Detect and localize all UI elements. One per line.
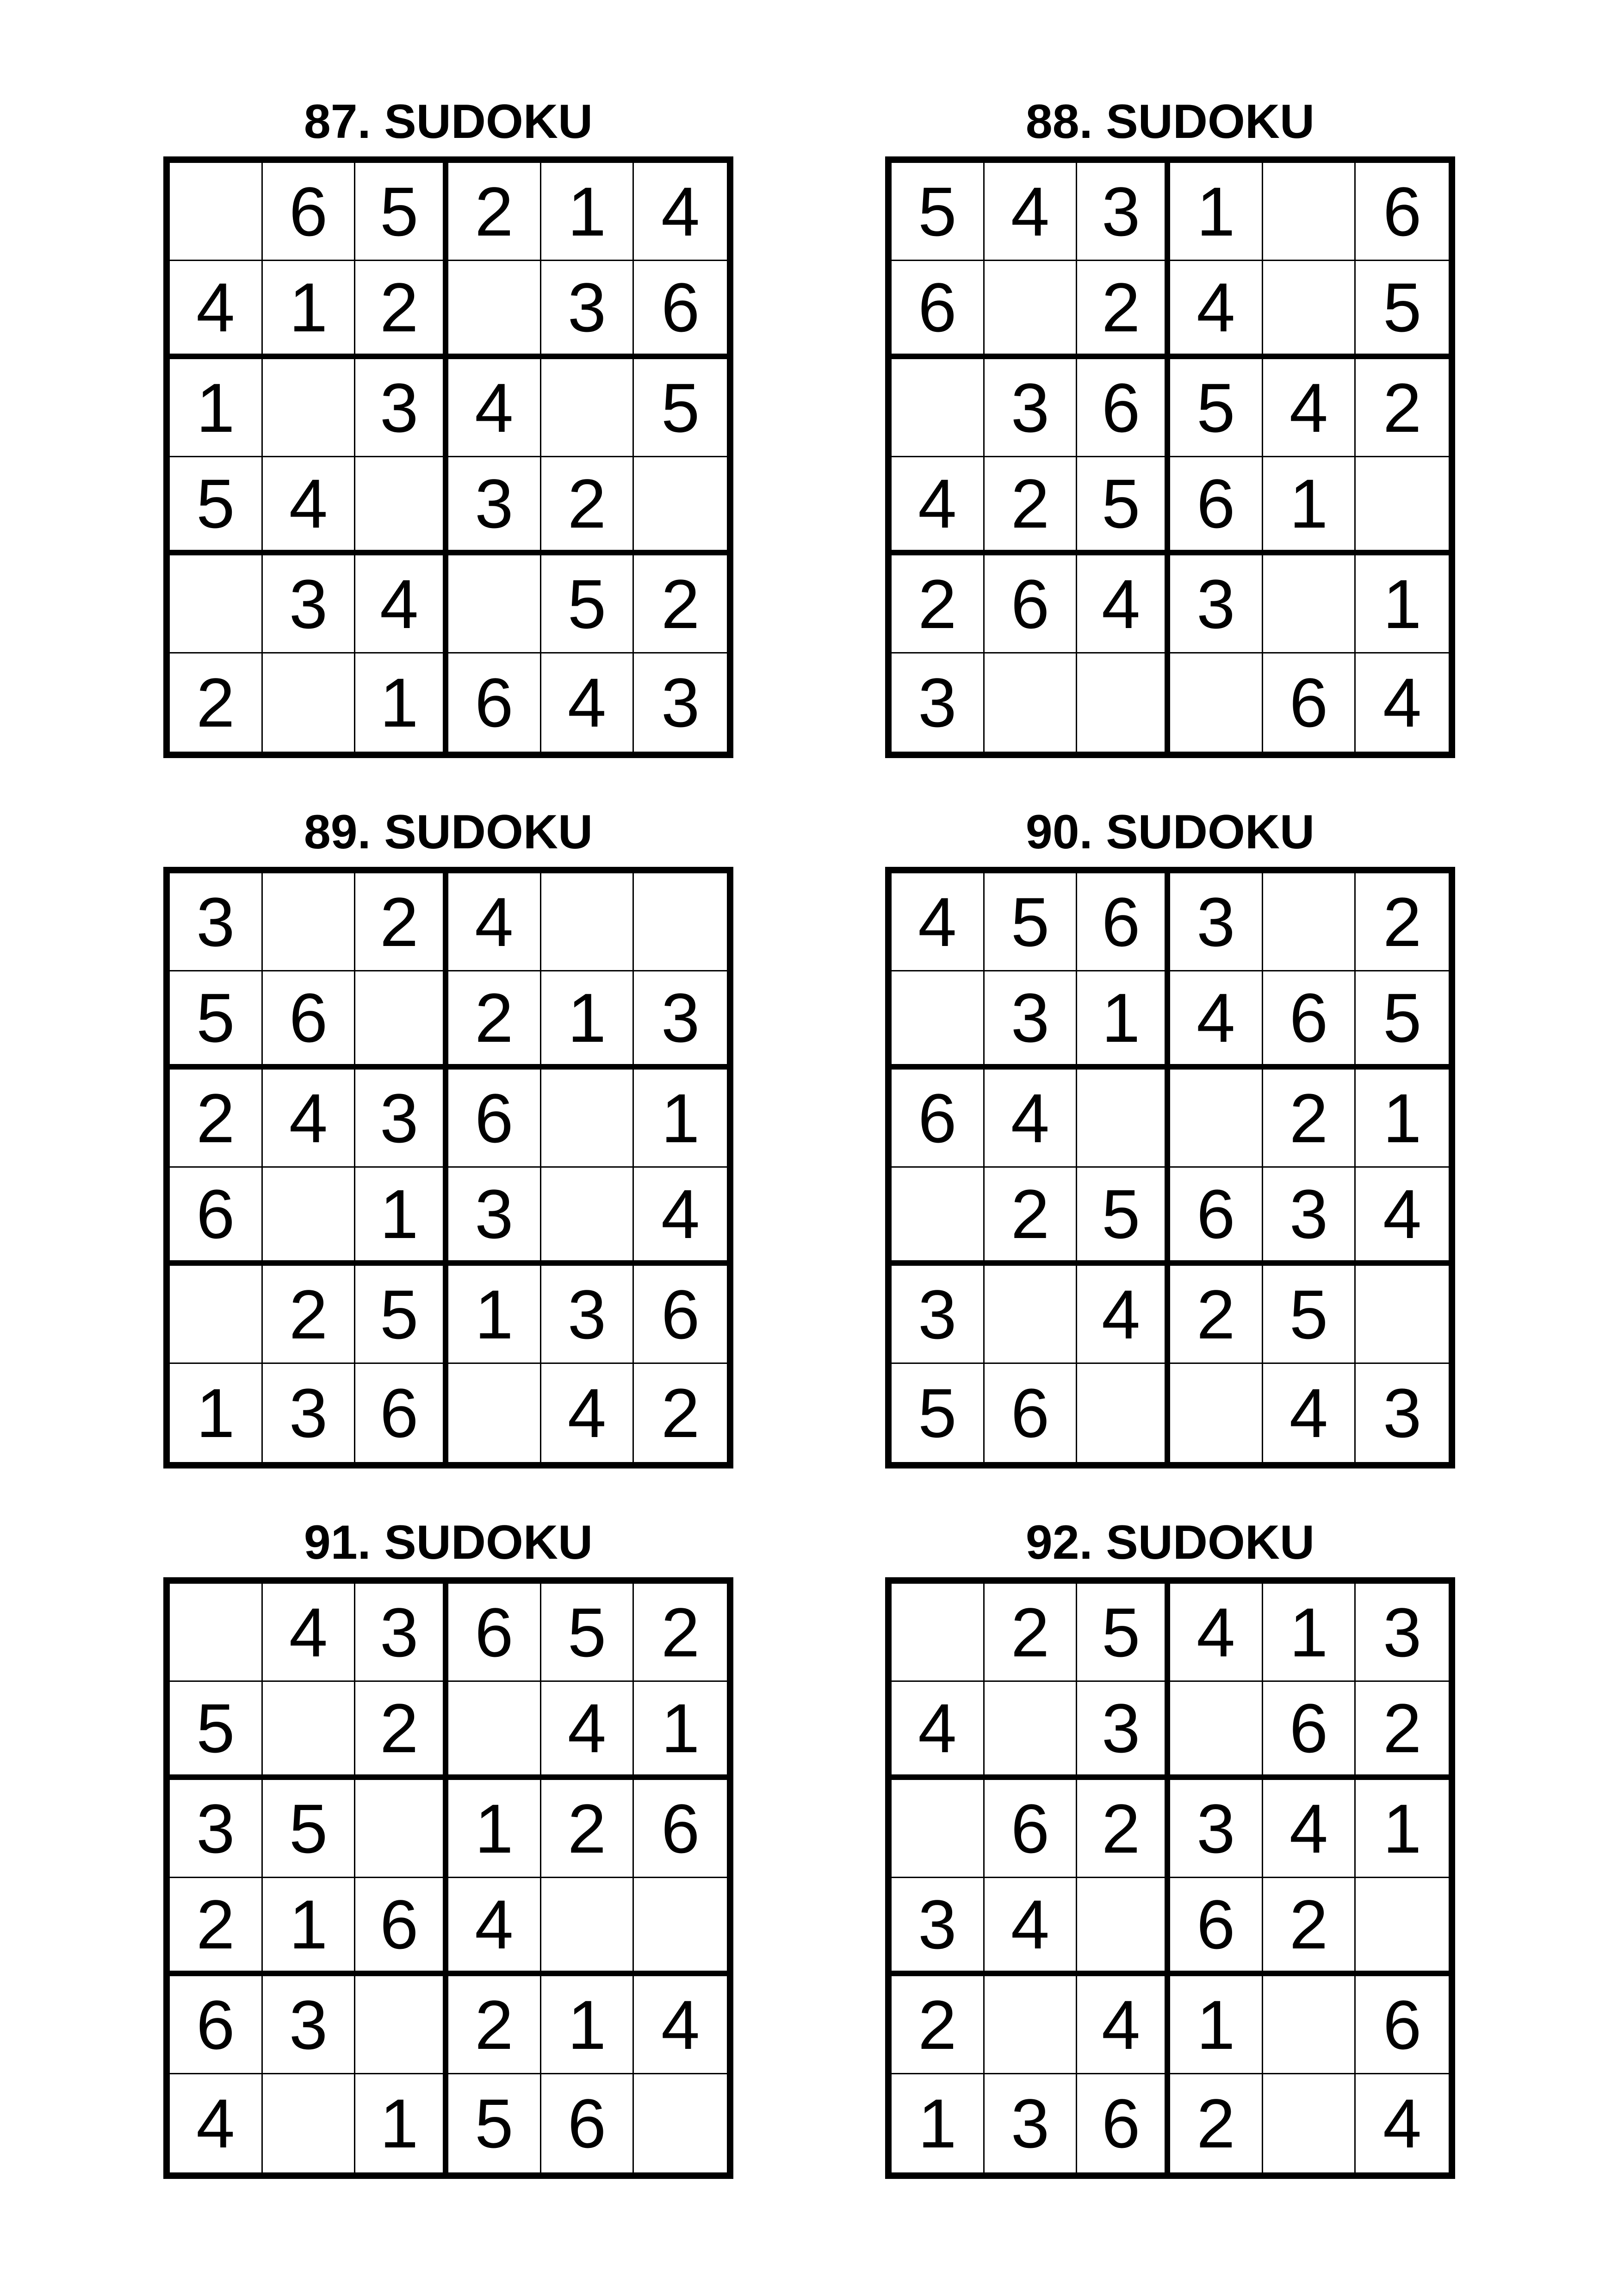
sudoku-cell[interactable] <box>263 2074 356 2172</box>
sudoku-cell[interactable]: 2 <box>1263 1878 1356 1976</box>
sudoku-cell[interactable]: 4 <box>1263 1364 1356 1462</box>
sudoku-cell[interactable] <box>170 555 263 653</box>
sudoku-cell[interactable]: 1 <box>1077 971 1170 1070</box>
sudoku-cell[interactable]: 4 <box>1077 1976 1170 2074</box>
sudoku-cell[interactable]: 5 <box>985 873 1078 971</box>
sudoku-cell[interactable]: 5 <box>263 1780 356 1878</box>
sudoku-cell[interactable]: 2 <box>985 1168 1078 1266</box>
sudoku-cell[interactable]: 3 <box>170 873 263 971</box>
sudoku-cell[interactable]: 1 <box>634 1070 727 1168</box>
sudoku-cell[interactable] <box>448 1364 541 1462</box>
sudoku-cell[interactable]: 6 <box>1356 163 1449 261</box>
sudoku-cell[interactable]: 3 <box>448 457 541 555</box>
sudoku-cell[interactable] <box>1263 1976 1356 2074</box>
sudoku-cell[interactable]: 1 <box>1356 555 1449 653</box>
sudoku-cell[interactable]: 2 <box>541 1780 634 1878</box>
sudoku-cell[interactable] <box>1263 555 1356 653</box>
sudoku-cell[interactable]: 4 <box>892 873 985 971</box>
sudoku-cell[interactable]: 5 <box>170 457 263 555</box>
sudoku-cell[interactable]: 3 <box>634 971 727 1070</box>
sudoku-cell[interactable]: 4 <box>263 1070 356 1168</box>
sudoku-grid <box>163 156 733 758</box>
sudoku-cell[interactable]: 2 <box>1077 1780 1170 1878</box>
sudoku-cell[interactable]: 1 <box>263 261 356 359</box>
sudoku-cell[interactable]: 5 <box>1170 359 1263 457</box>
sudoku-cell[interactable]: 2 <box>448 971 541 1070</box>
sudoku-cell[interactable]: 6 <box>985 1364 1078 1462</box>
sudoku-cell[interactable]: 3 <box>541 1266 634 1364</box>
sudoku-cell[interactable]: 5 <box>448 2074 541 2172</box>
sudoku-cell[interactable]: 1 <box>1263 1584 1356 1682</box>
sudoku-cell[interactable]: 4 <box>170 261 263 359</box>
sudoku-cell[interactable]: 6 <box>985 1780 1078 1878</box>
sudoku-cell[interactable]: 2 <box>1263 1070 1356 1168</box>
sudoku-cell[interactable]: 6 <box>1170 457 1263 555</box>
sudoku-cell[interactable]: 1 <box>1170 163 1263 261</box>
sudoku-cell[interactable]: 1 <box>1356 1070 1449 1168</box>
sudoku-cell[interactable]: 1 <box>1356 1780 1449 1878</box>
sudoku-cell[interactable]: 3 <box>1077 163 1170 261</box>
sudoku-cell[interactable]: 2 <box>1356 359 1449 457</box>
sudoku-cell[interactable]: 2 <box>1356 873 1449 971</box>
sudoku-cell[interactable]: 3 <box>355 359 448 457</box>
sudoku-cell[interactable] <box>355 1780 448 1878</box>
sudoku-cell[interactable]: 1 <box>448 1266 541 1364</box>
sudoku-cell[interactable] <box>541 359 634 457</box>
sudoku-cell[interactable]: 1 <box>541 971 634 1070</box>
sudoku-cell[interactable]: 6 <box>985 555 1078 653</box>
sudoku-cell[interactable] <box>355 457 448 555</box>
sudoku-cell[interactable]: 4 <box>541 1682 634 1780</box>
sudoku-cell[interactable] <box>1170 653 1263 752</box>
sudoku-cell[interactable] <box>1356 1266 1449 1364</box>
sudoku-cell[interactable]: 6 <box>1170 1168 1263 1266</box>
sudoku-grid <box>163 867 733 1468</box>
sudoku-cell[interactable]: 6 <box>170 1168 263 1266</box>
sudoku-cell[interactable]: 6 <box>448 1584 541 1682</box>
sudoku-cell[interactable] <box>892 1780 985 1878</box>
sudoku-cell[interactable]: 3 <box>892 1266 985 1364</box>
sudoku-cell[interactable]: 2 <box>985 1584 1078 1682</box>
sudoku-cell[interactable]: 4 <box>448 359 541 457</box>
sudoku-cell[interactable]: 6 <box>892 261 985 359</box>
sudoku-cell[interactable]: 3 <box>1382 1374 1422 1452</box>
sudoku-cell[interactable]: 3 <box>985 971 1078 1070</box>
sudoku-cell[interactable]: 5 <box>1356 971 1449 1070</box>
sudoku-cell[interactable]: 1 <box>1170 1976 1263 2074</box>
sudoku-grid <box>885 156 1455 758</box>
puzzle-title: 88. SUDOKU <box>1025 95 1315 149</box>
sudoku-cell[interactable]: 4 <box>892 1682 985 1780</box>
sudoku-cell[interactable]: 4 <box>985 1070 1078 1168</box>
sudoku-cell[interactable] <box>448 261 541 359</box>
puzzle-title: 91. SUDOKU <box>304 1516 593 1569</box>
sudoku-cell[interactable]: 2 <box>541 457 634 555</box>
sudoku-cell[interactable]: 2 <box>355 261 448 359</box>
sudoku-cell[interactable]: 1 <box>892 2074 985 2172</box>
sudoku-cell[interactable]: 4 <box>634 1976 727 2074</box>
sudoku-cell[interactable] <box>541 873 634 971</box>
sudoku-cell[interactable]: 4 <box>170 2074 263 2172</box>
sudoku-cell[interactable] <box>1077 1878 1170 1976</box>
sudoku-cell[interactable]: 2 <box>170 1070 263 1168</box>
sudoku-cell[interactable] <box>985 653 1078 752</box>
sudoku-cell[interactable]: 5 <box>541 1584 634 1682</box>
sudoku-cell[interactable]: 6 <box>448 1070 541 1168</box>
sudoku-cell[interactable]: 3 <box>263 555 356 653</box>
sudoku-grid <box>163 1577 733 2179</box>
sudoku-cell[interactable]: 4 <box>1356 1168 1449 1266</box>
sudoku-cell[interactable]: 4 <box>1170 971 1263 1070</box>
sudoku-cell[interactable]: 3 <box>355 1584 448 1682</box>
sudoku-cell[interactable] <box>634 2074 727 2172</box>
sudoku-cell[interactable]: 6 <box>634 1266 727 1364</box>
sudoku-cell[interactable]: 4 <box>985 163 1078 261</box>
sudoku-cell[interactable]: 5 <box>355 163 448 261</box>
sudoku-cell[interactable] <box>1077 653 1170 752</box>
sudoku-cell[interactable]: 3 <box>1356 1584 1449 1682</box>
sudoku-cell[interactable]: 5 <box>170 971 263 1070</box>
sudoku-cell[interactable]: 3 <box>1263 1168 1356 1266</box>
sudoku-cell[interactable]: 5 <box>892 163 985 261</box>
sudoku-cell[interactable]: 4 <box>1382 2084 1422 2162</box>
sudoku-cell[interactable]: 2 <box>892 1976 985 2074</box>
sudoku-cell[interactable]: 4 <box>1263 359 1356 457</box>
sudoku-cell[interactable] <box>263 359 356 457</box>
sudoku-cell[interactable] <box>541 1070 634 1168</box>
sudoku-cell[interactable]: 1 <box>263 1878 356 1976</box>
sudoku-cell[interactable] <box>634 1878 727 1976</box>
sudoku-cell[interactable] <box>1263 873 1356 971</box>
sudoku-cell[interactable] <box>170 1584 263 1682</box>
sudoku-cell[interactable]: 6 <box>170 1976 263 2074</box>
sudoku-cell[interactable]: 2 <box>634 1584 727 1682</box>
sudoku-cell[interactable] <box>1170 1364 1263 1462</box>
sudoku-cell[interactable]: 3 <box>263 1364 356 1462</box>
sudoku-cell[interactable]: 2 <box>448 1976 541 2074</box>
sudoku-cell[interactable] <box>634 873 727 971</box>
sudoku-cell[interactable]: 5 <box>1077 1168 1170 1266</box>
sudoku-cell[interactable]: 2 <box>985 457 1078 555</box>
sudoku-cell[interactable]: 1 <box>634 1682 727 1780</box>
sudoku-cell[interactable]: 5 <box>541 555 634 653</box>
sudoku-cell[interactable]: 5 <box>170 1682 263 1780</box>
sudoku-cell[interactable]: 5 <box>634 359 727 457</box>
sudoku-cell[interactable]: 3 <box>1170 555 1263 653</box>
sudoku-cell[interactable]: 3 <box>1170 873 1263 971</box>
sudoku-cell[interactable]: 6 <box>1263 1682 1356 1780</box>
sudoku-cell[interactable]: 6 <box>541 2074 634 2172</box>
puzzle-title: 92. SUDOKU <box>1025 1516 1315 1569</box>
sudoku-cell[interactable]: 4 <box>263 1584 356 1682</box>
sudoku-cell[interactable]: 1 <box>448 1780 541 1878</box>
sudoku-cell[interactable]: 5 <box>1077 1584 1170 1682</box>
sudoku-cell[interactable] <box>263 653 356 752</box>
sudoku-cell[interactable]: 3 <box>170 1780 263 1878</box>
sudoku-cell[interactable] <box>1263 2074 1356 2172</box>
sudoku-cell[interactable] <box>448 555 541 653</box>
sudoku-cell[interactable] <box>1170 1682 1263 1780</box>
sudoku-cell[interactable]: 2 <box>661 1374 700 1452</box>
sudoku-cell[interactable] <box>541 1878 634 1976</box>
sudoku-cell[interactable]: 4 <box>355 555 448 653</box>
sudoku-cell[interactable]: 4 <box>892 457 985 555</box>
sudoku-cell[interactable]: 2 <box>170 1878 263 1976</box>
sudoku-cell[interactable] <box>448 1682 541 1780</box>
sudoku-cell[interactable]: 1 <box>355 2074 448 2172</box>
sudoku-cell[interactable]: 6 <box>892 1070 985 1168</box>
sudoku-cell[interactable]: 3 <box>892 653 985 752</box>
sudoku-cell[interactable]: 6 <box>1077 873 1170 971</box>
sudoku-cell[interactable]: 3 <box>985 2074 1078 2172</box>
sudoku-cell[interactable]: 2 <box>892 555 985 653</box>
sudoku-cell[interactable]: 2 <box>1077 261 1170 359</box>
sudoku-cell[interactable]: 2 <box>448 163 541 261</box>
sudoku-cell[interactable]: 4 <box>1263 1780 1356 1878</box>
sudoku-cell[interactable]: 1 <box>1263 457 1356 555</box>
sudoku-cell[interactable]: 6 <box>634 261 727 359</box>
sudoku-cell[interactable]: 1 <box>355 1168 448 1266</box>
sudoku-cell[interactable]: 1 <box>355 653 448 752</box>
sudoku-cell[interactable]: 5 <box>892 1364 985 1462</box>
sudoku-cell[interactable]: 3 <box>448 1168 541 1266</box>
sudoku-cell[interactable]: 3 <box>1170 1780 1263 1878</box>
sudoku-cell[interactable]: 3 <box>985 359 1078 457</box>
sudoku-cell[interactable]: 3 <box>892 1878 985 1976</box>
sudoku-cell[interactable]: 5 <box>1077 457 1170 555</box>
sudoku-cell[interactable]: 6 <box>263 971 356 1070</box>
sudoku-cell[interactable] <box>1356 457 1449 555</box>
sudoku-cell[interactable] <box>892 971 985 1070</box>
sudoku-cell[interactable]: 2 <box>170 653 263 752</box>
sudoku-cell[interactable]: 3 <box>263 1976 356 2074</box>
sudoku-cell[interactable] <box>892 359 985 457</box>
sudoku-cell[interactable]: 4 <box>985 1878 1078 1976</box>
sudoku-cell[interactable]: 2 <box>263 1266 356 1364</box>
sudoku-cell[interactable]: 4 <box>634 1168 727 1266</box>
sudoku-cell[interactable] <box>355 971 448 1070</box>
sudoku-cell[interactable] <box>892 1168 985 1266</box>
sudoku-cell[interactable]: 4 <box>263 457 356 555</box>
sudoku-cell[interactable]: 4 <box>541 653 634 752</box>
sudoku-cell[interactable]: 4 <box>448 873 541 971</box>
sudoku-cell[interactable]: 6 <box>1170 1878 1263 1976</box>
sudoku-cell[interactable] <box>892 1584 985 1682</box>
sudoku-cell[interactable]: 6 <box>263 163 356 261</box>
sudoku-cell[interactable]: 4 <box>1077 555 1170 653</box>
sudoku-cell[interactable]: 4 <box>448 1878 541 1976</box>
sudoku-cell[interactable]: 6 <box>1263 653 1356 752</box>
sudoku-cell[interactable]: 5 <box>1263 1266 1356 1364</box>
sudoku-cell[interactable] <box>634 457 727 555</box>
sudoku-cell[interactable]: 2 <box>355 873 448 971</box>
sudoku-cell[interactable]: 2 <box>634 555 727 653</box>
sudoku-cell[interactable]: 6 <box>355 1364 448 1462</box>
sudoku-cell[interactable]: 4 <box>634 163 727 261</box>
sudoku-cell[interactable] <box>1263 163 1356 261</box>
sudoku-cell[interactable]: 3 <box>355 1070 448 1168</box>
sudoku-cell[interactable]: 6 <box>355 1878 448 1976</box>
puzzle-title: 87. SUDOKU <box>304 95 593 149</box>
sudoku-cell[interactable] <box>1356 1878 1449 1976</box>
sudoku-cell[interactable] <box>263 1168 356 1266</box>
sudoku-cell[interactable]: 6 <box>1077 2074 1170 2172</box>
sudoku-cell[interactable] <box>985 1976 1078 2074</box>
sudoku-cell[interactable]: 3 <box>1077 1682 1170 1780</box>
puzzle-title: 90. SUDOKU <box>1025 805 1315 859</box>
sudoku-cell[interactable]: 3 <box>661 664 700 741</box>
sudoku-cell[interactable] <box>1077 1070 1170 1168</box>
sudoku-cell[interactable]: 6 <box>448 653 541 752</box>
sudoku-grid <box>885 1577 1455 2179</box>
sudoku-cell[interactable]: 2 <box>1356 1682 1449 1780</box>
sudoku-cell[interactable]: 4 <box>1170 261 1263 359</box>
sudoku-cell[interactable] <box>541 1168 634 1266</box>
sudoku-cell[interactable]: 5 <box>1356 261 1449 359</box>
sudoku-cell[interactable]: 3 <box>541 261 634 359</box>
sudoku-cell[interactable] <box>985 1266 1078 1364</box>
sudoku-cell[interactable] <box>1077 1364 1170 1462</box>
sudoku-cell[interactable] <box>263 1682 356 1780</box>
sudoku-cell[interactable]: 4 <box>1382 664 1422 741</box>
sudoku-cell[interactable] <box>355 1976 448 2074</box>
sudoku-cell[interactable]: 1 <box>541 1976 634 2074</box>
sudoku-cell[interactable]: 4 <box>541 1364 634 1462</box>
sudoku-cell[interactable]: 1 <box>541 163 634 261</box>
puzzle-title: 89. SUDOKU <box>304 805 593 859</box>
sudoku-cell[interactable]: 6 <box>1077 359 1170 457</box>
sudoku-cell[interactable]: 4 <box>1077 1266 1170 1364</box>
sudoku-grid <box>885 867 1455 1468</box>
sudoku-cell[interactable]: 1 <box>170 359 263 457</box>
sudoku-cell[interactable] <box>985 1682 1078 1780</box>
sudoku-cell[interactable]: 2 <box>1170 2074 1263 2172</box>
sudoku-cell[interactable] <box>1263 261 1356 359</box>
sudoku-cell[interactable] <box>985 261 1078 359</box>
sudoku-cell[interactable]: 5 <box>355 1266 448 1364</box>
sudoku-cell[interactable] <box>1170 1070 1263 1168</box>
sudoku-cell[interactable]: 2 <box>1170 1266 1263 1364</box>
sudoku-cell[interactable] <box>170 1266 263 1364</box>
sudoku-cell[interactable]: 2 <box>355 1682 448 1780</box>
sudoku-cell[interactable]: 6 <box>634 1780 727 1878</box>
sudoku-cell[interactable]: 1 <box>170 1364 263 1462</box>
sudoku-cell[interactable] <box>170 163 263 261</box>
sudoku-cell[interactable]: 6 <box>1263 971 1356 1070</box>
sudoku-cell[interactable]: 6 <box>1356 1976 1449 2074</box>
sudoku-cell[interactable] <box>263 873 356 971</box>
sudoku-cell[interactable]: 4 <box>1170 1584 1263 1682</box>
